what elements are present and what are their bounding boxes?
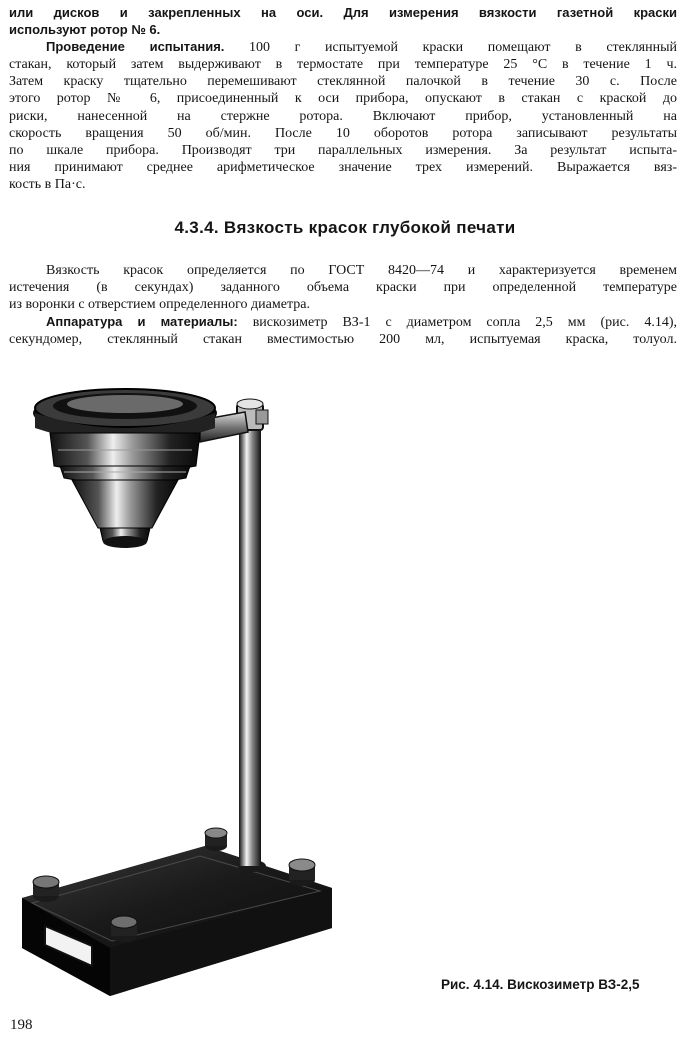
leveling-screw-right bbox=[289, 859, 315, 886]
viscometer-funnel bbox=[33, 389, 217, 548]
intro-line: истечения (в секундах) заданного объема краски при определенной температуре bbox=[9, 280, 677, 296]
figure-caption: Рис. 4.14. Вискозиметр ВЗ-2,5 bbox=[441, 977, 640, 992]
procedure-line: скорость вращения 50 об/мин. После 10 оборотов ротора записывают результаты bbox=[9, 125, 677, 141]
apparatus-line-2: секундомер, стеклянный стакан вместимостью 200 мл, испытуемая краска, толуол. bbox=[9, 332, 677, 348]
leveling-screw-back bbox=[205, 828, 227, 851]
procedure-first-line-rest: 100 г испытуемой краски помещают в стеклянный bbox=[224, 40, 677, 56]
intro-line: Вязкость красок определяется по ГОСТ 8420—74 и характеризуется временем bbox=[46, 263, 677, 278]
section-body bbox=[9, 262, 677, 348]
leveling-screw-front-left bbox=[33, 876, 59, 902]
leveling-screw-front bbox=[111, 916, 137, 942]
procedure-line: риски, нанесенной на стержне ротора. Включают прибор, установленный на bbox=[9, 108, 677, 124]
procedure-line: кость в Па·с. bbox=[9, 176, 86, 192]
viscometer-illustration bbox=[20, 388, 340, 1003]
procedure-line: по шкале прибора. Производят три параллельных измерения. За результат испыта- bbox=[9, 142, 677, 158]
base-plate bbox=[22, 846, 332, 996]
section-heading: 4.3.4. Вязкость красок глубокой печати bbox=[174, 218, 516, 237]
procedure-first-line bbox=[9, 38, 677, 56]
apparatus-first-line-rest: вискозиметр ВЗ-1 с диаметром сопла 2,5 мм (рис. 4.14), bbox=[237, 315, 677, 331]
continuation-line-1: или дисков и закрепленных на оси. Для измерения вязкости газетной краски bbox=[9, 5, 677, 20]
procedure-line: Затем краску тщательно перемешивают стеклянной палочкой в течение 30 с. После bbox=[9, 74, 677, 90]
apparatus-first-line bbox=[9, 313, 677, 331]
apparatus-title: Аппаратура и материалы: bbox=[46, 314, 238, 330]
intro-line: из воронки с отверстием определенного диаметра. bbox=[9, 297, 310, 313]
procedure-line: ния принимают среднее арифметическое значение трех измерений. Выражается вяз- bbox=[9, 159, 677, 175]
top-text-block bbox=[9, 4, 677, 193]
procedure-title: Проведение испытания. bbox=[46, 39, 225, 55]
page-number: 198 bbox=[10, 1017, 33, 1033]
procedure-line: стакан, который затем выдерживают в термостате при температуре 25 °С в течение 1 ч. bbox=[9, 57, 677, 73]
viscometer-figure bbox=[20, 388, 340, 1003]
continuation-line-2: используют ротор № 6. bbox=[9, 22, 161, 38]
support-rod bbox=[237, 399, 266, 872]
procedure-line: этого ротор № 6, присоединенный к оси прибора, опускают в стакан с краской до bbox=[9, 91, 677, 107]
